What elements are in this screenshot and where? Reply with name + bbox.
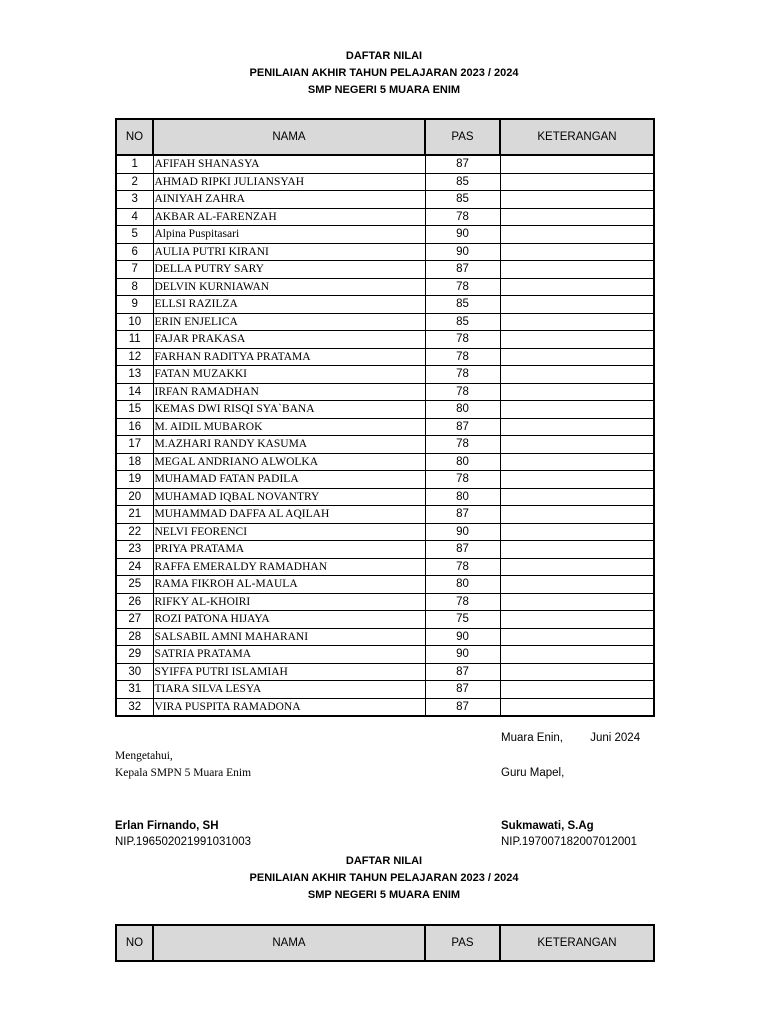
cell-nama: RAMA FIKROH AL-MAULA <box>153 576 425 594</box>
cell-nama: AHMAD RIPKI JULIANSYAH <box>153 173 425 191</box>
cell-nama: DELLA PUTRY SARY <box>153 261 425 279</box>
column-header-no-2: NO <box>116 925 153 961</box>
cell-no: 3 <box>116 191 153 209</box>
cell-keterangan <box>500 243 654 261</box>
principal-title: Kepala SMPN 5 Muara Enim <box>115 767 252 779</box>
cell-pas: 90 <box>425 243 500 261</box>
column-header-nama-2: NAMA <box>153 925 425 961</box>
cell-nama: AULIA PUTRI KIRANI <box>153 243 425 261</box>
cell-nama: SALSABIL AMNI MAHARANI <box>153 628 425 646</box>
column-header-keterangan-2: KETERANGAN <box>500 925 654 961</box>
column-header-no: NO <box>116 119 153 155</box>
column-header-pas-2: PAS <box>425 925 500 961</box>
cell-keterangan <box>500 558 654 576</box>
cell-nama: AINIYAH ZAHRA <box>153 191 425 209</box>
cell-no: 8 <box>116 278 153 296</box>
cell-nama: MEGAL ANDRIANO ALWOLKA <box>153 453 425 471</box>
cell-pas: 87 <box>425 261 500 279</box>
cell-no: 31 <box>116 681 153 699</box>
cell-nama: VIRA PUSPITA RAMADONA <box>153 698 425 716</box>
cell-no: 32 <box>116 698 153 716</box>
place-date <box>501 732 640 744</box>
table-row <box>116 208 654 226</box>
table-row <box>116 366 654 384</box>
cell-pas: 75 <box>425 611 500 629</box>
column-header-pas: PAS <box>425 119 500 155</box>
table-row <box>116 155 654 173</box>
cell-keterangan <box>500 401 654 419</box>
document-header <box>0 48 768 99</box>
cell-nama: RAFFA EMERALDY RAMADHAN <box>153 558 425 576</box>
table-row <box>116 611 654 629</box>
header-school: SMP NEGERI 5 MUARA ENIM <box>307 84 461 96</box>
cell-nama: IRFAN RAMADHAN <box>153 383 425 401</box>
cell-keterangan <box>500 208 654 226</box>
teacher-nip: NIP.197007182007012001 <box>501 836 638 848</box>
header-school-2: SMP NEGERI 5 MUARA ENIM <box>307 889 461 901</box>
cell-nama: ERIN ENJELICA <box>153 313 425 331</box>
table-row <box>116 698 654 716</box>
cell-no: 20 <box>116 488 153 506</box>
table-row <box>116 383 654 401</box>
document-header-2 <box>0 853 768 904</box>
cell-nama: RIFKY AL-KHOIRI <box>153 593 425 611</box>
cell-no: 2 <box>116 173 153 191</box>
cell-no: 22 <box>116 523 153 541</box>
table-row <box>116 506 654 524</box>
cell-pas: 78 <box>425 436 500 454</box>
table-row <box>116 646 654 664</box>
table-row <box>116 471 654 489</box>
principal-name: Erlan Firnando, SH <box>115 820 219 832</box>
table-body <box>116 155 654 716</box>
cell-keterangan <box>500 278 654 296</box>
cell-keterangan <box>500 261 654 279</box>
column-header-nama: NAMA <box>153 119 425 155</box>
cell-pas: 78 <box>425 593 500 611</box>
cell-pas: 87 <box>425 681 500 699</box>
table-row <box>116 191 654 209</box>
header-title: DAFTAR NILAI <box>345 50 423 62</box>
cell-pas: 85 <box>425 296 500 314</box>
cell-pas: 90 <box>425 646 500 664</box>
cell-keterangan <box>500 663 654 681</box>
cell-nama: FARHAN RADITYA PRATAMA <box>153 348 425 366</box>
cell-pas: 85 <box>425 173 500 191</box>
cell-pas: 87 <box>425 541 500 559</box>
cell-pas: 90 <box>425 628 500 646</box>
table-row <box>116 243 654 261</box>
cell-no: 1 <box>116 155 153 173</box>
table-header-row-2 <box>116 925 654 961</box>
cell-no: 13 <box>116 366 153 384</box>
cell-no: 23 <box>116 541 153 559</box>
cell-no: 6 <box>116 243 153 261</box>
cell-pas: 78 <box>425 471 500 489</box>
cell-nama: Alpina Puspitasari <box>153 226 425 244</box>
cell-no: 24 <box>116 558 153 576</box>
cell-pas: 78 <box>425 278 500 296</box>
cell-keterangan <box>500 681 654 699</box>
cell-keterangan <box>500 488 654 506</box>
header-title-2: DAFTAR NILAI <box>345 855 423 867</box>
cell-pas: 80 <box>425 576 500 594</box>
table-row <box>116 628 654 646</box>
table-row <box>116 523 654 541</box>
grades-table <box>115 118 655 717</box>
table-row <box>116 173 654 191</box>
place-date-month: Juni 2024 <box>590 732 641 744</box>
table-row <box>116 541 654 559</box>
table-row <box>116 331 654 349</box>
cell-pas: 78 <box>425 348 500 366</box>
cell-pas: 78 <box>425 366 500 384</box>
table-row <box>116 226 654 244</box>
cell-pas: 87 <box>425 506 500 524</box>
table-row <box>116 313 654 331</box>
cell-nama: M. AIDIL MUBAROK <box>153 418 425 436</box>
cell-keterangan <box>500 366 654 384</box>
cell-pas: 90 <box>425 523 500 541</box>
cell-keterangan <box>500 296 654 314</box>
cell-nama: MUHAMMAD DAFFA AL AQILAH <box>153 506 425 524</box>
cell-nama: FATAN MUZAKKI <box>153 366 425 384</box>
cell-no: 28 <box>116 628 153 646</box>
cell-nama: KEMAS DWI RISQI SYA`BANA <box>153 401 425 419</box>
table-row <box>116 418 654 436</box>
cell-no: 25 <box>116 576 153 594</box>
cell-no: 5 <box>116 226 153 244</box>
cell-pas: 78 <box>425 208 500 226</box>
cell-nama: FAJAR PRAKASA <box>153 331 425 349</box>
cell-pas: 80 <box>425 401 500 419</box>
cell-no: 16 <box>116 418 153 436</box>
cell-no: 4 <box>116 208 153 226</box>
cell-nama: DELVIN KURNIAWAN <box>153 278 425 296</box>
cell-keterangan <box>500 471 654 489</box>
cell-pas: 78 <box>425 383 500 401</box>
cell-keterangan <box>500 331 654 349</box>
cell-nama: AFIFAH SHANASYA <box>153 155 425 173</box>
table-row <box>116 401 654 419</box>
table-row <box>116 261 654 279</box>
cell-pas: 85 <box>425 313 500 331</box>
cell-keterangan <box>500 418 654 436</box>
cell-keterangan <box>500 698 654 716</box>
header-subtitle-2: PENILAIAN AKHIR TAHUN PELAJARAN 2023 / 2024 <box>249 872 519 884</box>
cell-keterangan <box>500 646 654 664</box>
place-date-city: Muara Enin, <box>501 732 564 744</box>
cell-pas: 80 <box>425 488 500 506</box>
cell-pas: 78 <box>425 558 500 576</box>
table-row <box>116 453 654 471</box>
table-row <box>116 348 654 366</box>
cell-pas: 87 <box>425 663 500 681</box>
cell-keterangan <box>500 173 654 191</box>
table-row <box>116 681 654 699</box>
cell-no: 21 <box>116 506 153 524</box>
cell-no: 18 <box>116 453 153 471</box>
cell-no: 10 <box>116 313 153 331</box>
cell-pas: 87 <box>425 418 500 436</box>
cell-no: 26 <box>116 593 153 611</box>
cell-keterangan <box>500 348 654 366</box>
grades-table-2 <box>115 924 655 962</box>
cell-nama: NELVI FEORENCI <box>153 523 425 541</box>
table-row <box>116 278 654 296</box>
cell-pas: 87 <box>425 155 500 173</box>
cell-nama: SYIFFA PUTRI ISLAMIAH <box>153 663 425 681</box>
table-header-row <box>116 119 654 155</box>
cell-pas: 87 <box>425 698 500 716</box>
cell-nama: SATRIA PRATAMA <box>153 646 425 664</box>
cell-no: 19 <box>116 471 153 489</box>
cell-pas: 80 <box>425 453 500 471</box>
cell-pas: 90 <box>425 226 500 244</box>
cell-no: 17 <box>116 436 153 454</box>
cell-no: 15 <box>116 401 153 419</box>
cell-nama: MUHAMAD IQBAL NOVANTRY <box>153 488 425 506</box>
cell-keterangan <box>500 523 654 541</box>
cell-keterangan <box>500 576 654 594</box>
cell-keterangan <box>500 506 654 524</box>
cell-keterangan <box>500 436 654 454</box>
cell-no: 7 <box>116 261 153 279</box>
table-row <box>116 576 654 594</box>
acknowledged-label: Mengetahui, <box>115 750 173 762</box>
table-row <box>116 436 654 454</box>
cell-pas: 85 <box>425 191 500 209</box>
cell-nama: AKBAR AL-FARENZAH <box>153 208 425 226</box>
cell-keterangan <box>500 628 654 646</box>
column-header-keterangan: KETERANGAN <box>500 119 654 155</box>
table-row <box>116 593 654 611</box>
cell-nama: ROZI PATONA HIJAYA <box>153 611 425 629</box>
cell-nama: ELLSI RAZILZA <box>153 296 425 314</box>
cell-keterangan <box>500 155 654 173</box>
cell-no: 12 <box>116 348 153 366</box>
cell-nama: PRIYA PRATAMA <box>153 541 425 559</box>
principal-nip: NIP.196502021991031003 <box>115 836 252 848</box>
cell-keterangan <box>500 541 654 559</box>
cell-pas: 78 <box>425 331 500 349</box>
cell-keterangan <box>500 593 654 611</box>
cell-no: 30 <box>116 663 153 681</box>
cell-no: 11 <box>116 331 153 349</box>
cell-nama: M.AZHARI RANDY KASUMA <box>153 436 425 454</box>
cell-keterangan <box>500 226 654 244</box>
table-row <box>116 558 654 576</box>
cell-no: 9 <box>116 296 153 314</box>
cell-no: 27 <box>116 611 153 629</box>
cell-keterangan <box>500 313 654 331</box>
cell-no: 14 <box>116 383 153 401</box>
cell-keterangan <box>500 383 654 401</box>
table-row <box>116 296 654 314</box>
cell-keterangan <box>500 453 654 471</box>
table-row <box>116 663 654 681</box>
cell-keterangan <box>500 611 654 629</box>
cell-nama: MUHAMAD FATAN PADILA <box>153 471 425 489</box>
header-subtitle: PENILAIAN AKHIR TAHUN PELAJARAN 2023 / 2024 <box>249 67 519 79</box>
teacher-title: Guru Mapel, <box>501 767 565 779</box>
table-row <box>116 488 654 506</box>
cell-keterangan <box>500 191 654 209</box>
cell-no: 29 <box>116 646 153 664</box>
teacher-name: Sukmawati, S.Ag <box>501 820 594 832</box>
cell-nama: TIARA SILVA LESYA <box>153 681 425 699</box>
